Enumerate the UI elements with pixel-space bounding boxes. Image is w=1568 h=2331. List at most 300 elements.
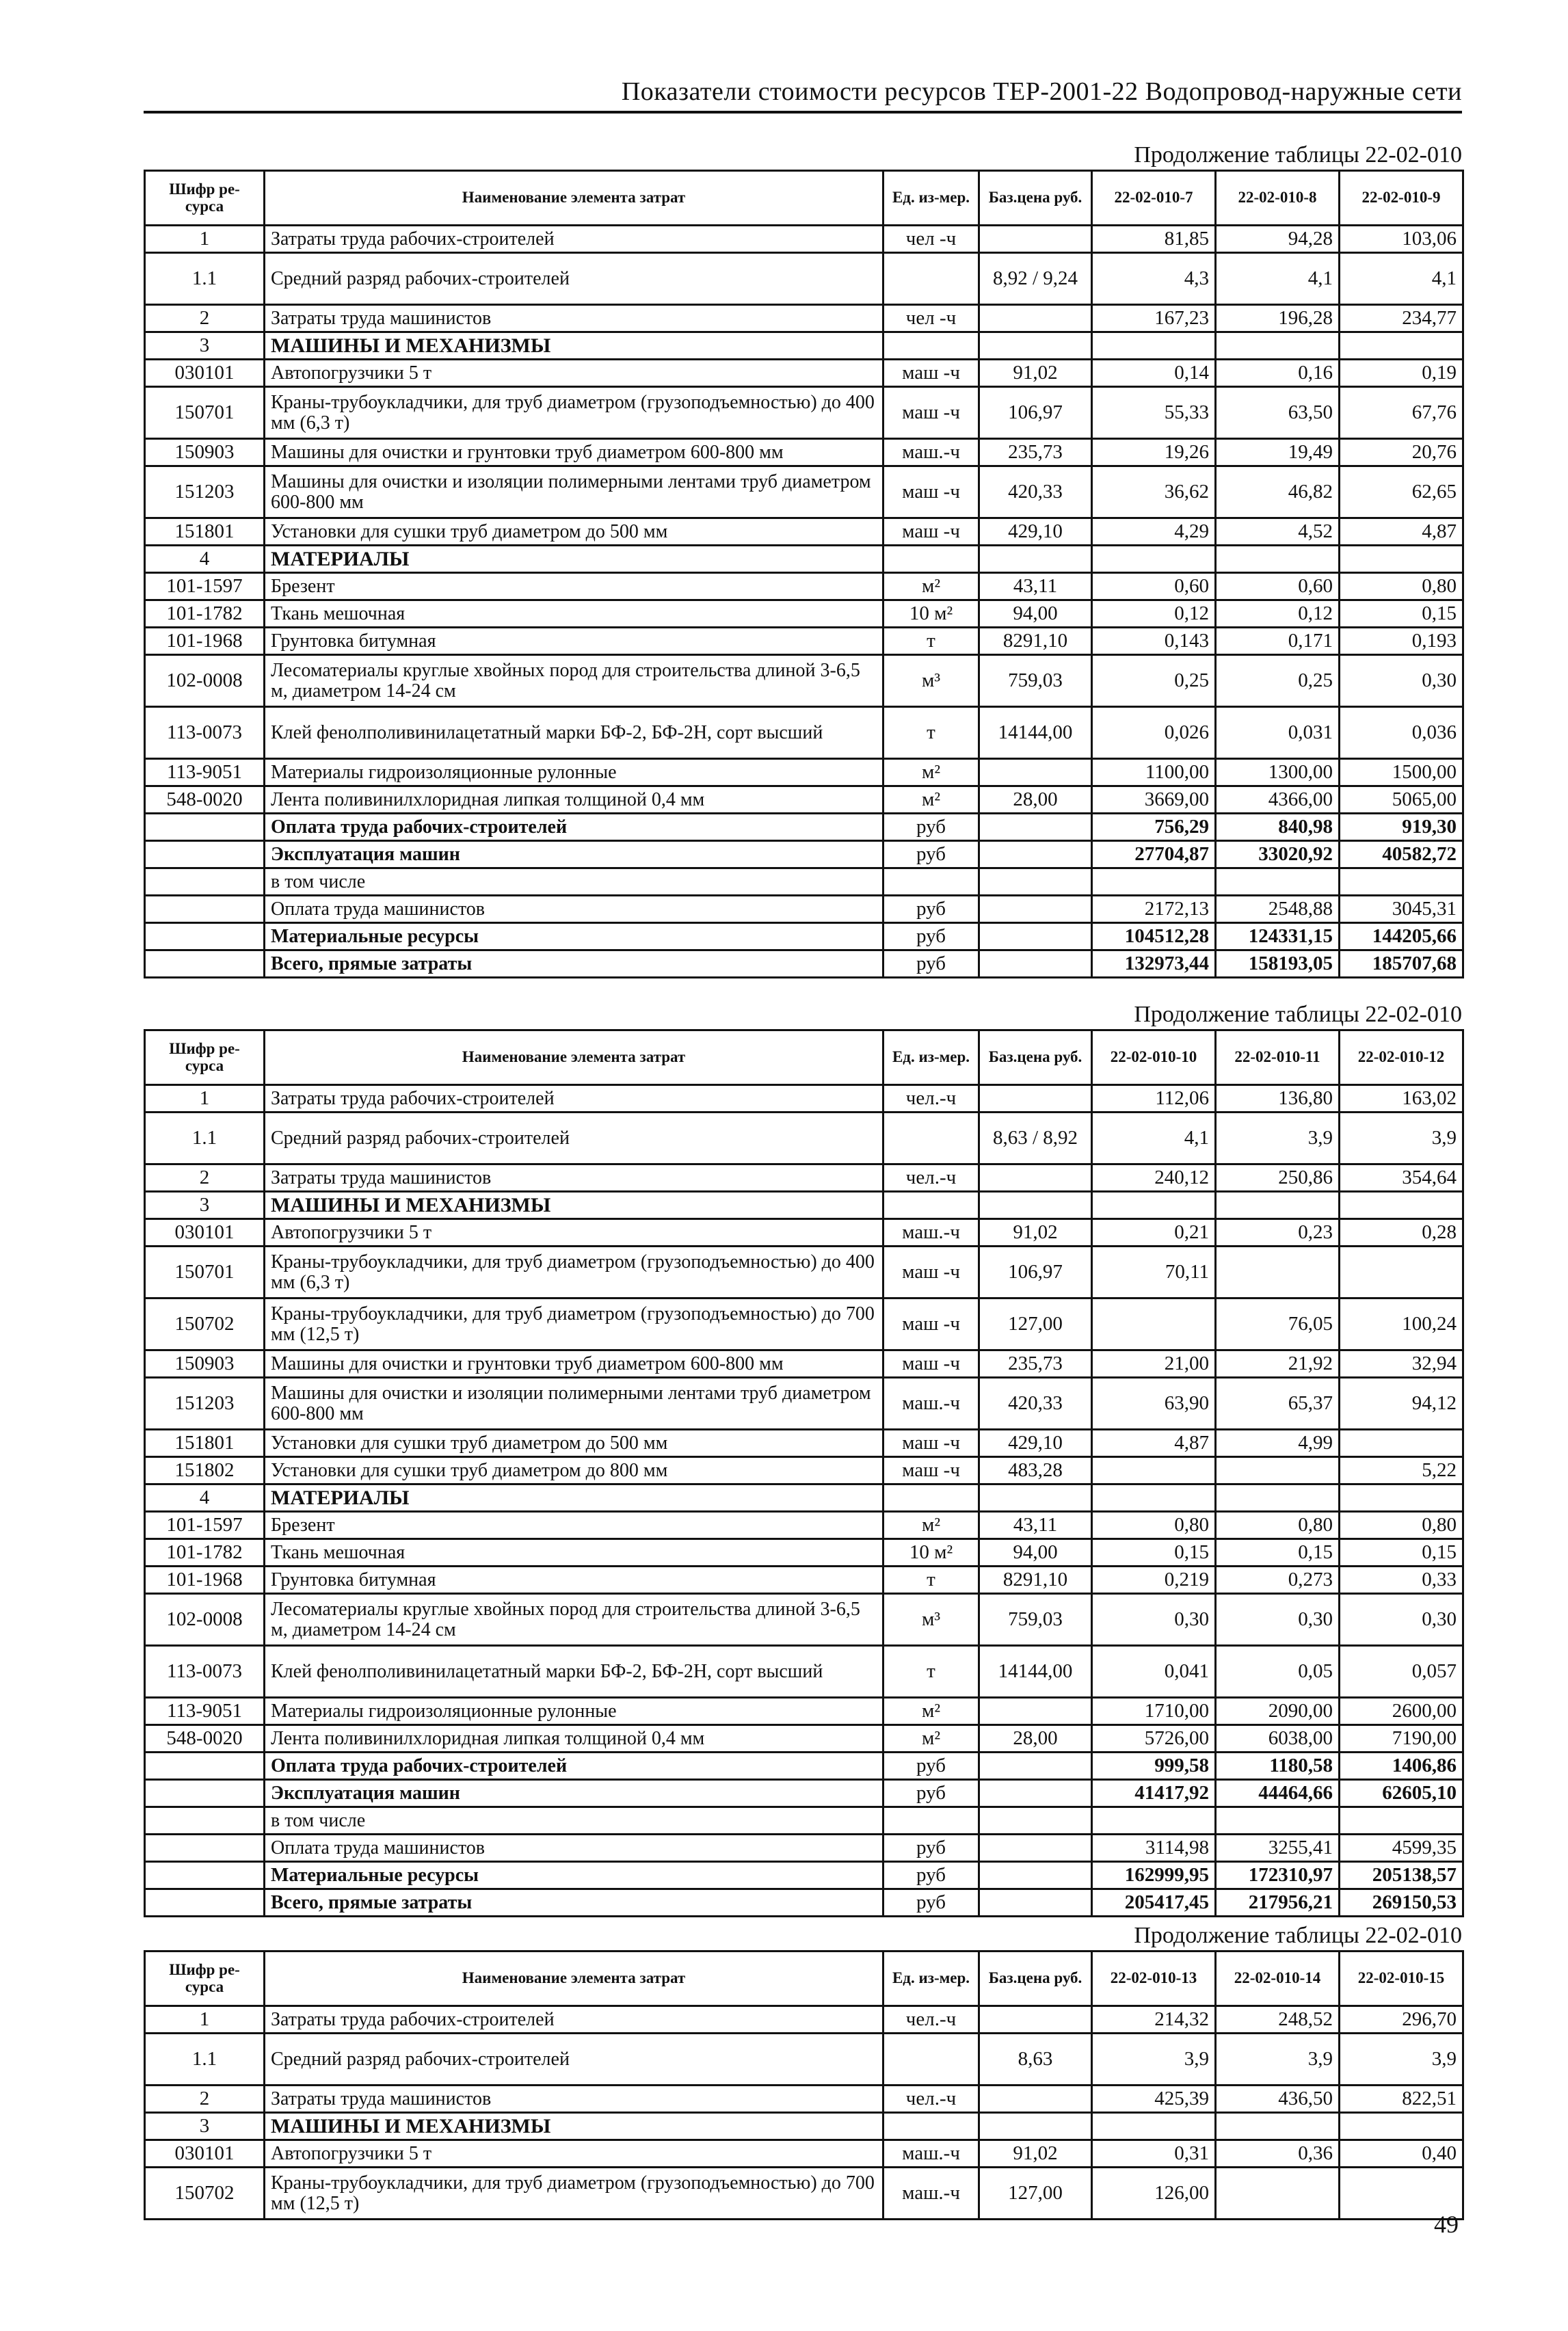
cost-element-name: Машины для очистки и изоляции полимерными лентами труб диаметром 600-800 мм [265, 1378, 883, 1430]
base-price: 127,00 [979, 1298, 1092, 1350]
cost-element-name: МАТЕРИАЛЫ [265, 546, 883, 573]
base-price [979, 1698, 1092, 1725]
norm-value-1: 0,60 [1092, 573, 1216, 600]
table-row [145, 2006, 1463, 2034]
base-price [979, 546, 1092, 573]
table-row [145, 1753, 1463, 1780]
resource-code: 3 [145, 1192, 265, 1219]
resource-code: 151801 [145, 1430, 265, 1457]
cost-element-name: Оплата труда машинистов [265, 896, 883, 923]
table-row [145, 2034, 1463, 2086]
table-row [145, 628, 1463, 655]
resource-code [145, 814, 265, 841]
column-header: Шифр ре-сурса [145, 171, 265, 226]
norm-value-2: 1180,58 [1216, 1753, 1340, 1780]
norm-value-3: 2600,00 [1340, 1698, 1463, 1725]
unit-of-measure [883, 2113, 979, 2140]
norm-value-3: 1406,86 [1340, 1753, 1463, 1780]
cost-element-name: Брезент [265, 573, 883, 600]
norm-value-3: 0,33 [1340, 1567, 1463, 1594]
resource-code: 030101 [145, 1219, 265, 1247]
unit-of-measure: руб [883, 896, 979, 923]
table-row [145, 518, 1463, 546]
base-price: 91,02 [979, 1219, 1092, 1247]
base-price [979, 305, 1092, 332]
norm-value-2: 94,28 [1216, 226, 1340, 253]
norm-value-1 [1092, 2113, 1216, 2140]
unit-of-measure [883, 1484, 979, 1512]
norm-value-3: 4,87 [1340, 518, 1463, 546]
header-row [145, 1030, 1463, 1085]
cost-table-3 [144, 1950, 1464, 2220]
norm-value-3: 40582,72 [1340, 841, 1463, 868]
norm-value-1: 0,30 [1092, 1594, 1216, 1646]
norm-value-3: 62605,10 [1340, 1780, 1463, 1807]
norm-value-3: 0,30 [1340, 1594, 1463, 1646]
resource-code: 101-1968 [145, 1567, 265, 1594]
base-price [979, 923, 1092, 950]
resource-code: 150903 [145, 1350, 265, 1378]
unit-of-measure: руб [883, 1835, 979, 1862]
cost-element-name: Установки для сушки труб диаметром до 800 мм [265, 1457, 883, 1484]
table-row [145, 1512, 1463, 1539]
norm-value-1: 36,62 [1092, 466, 1216, 518]
norm-value-3: 5065,00 [1340, 786, 1463, 814]
norm-value-1: 0,026 [1092, 707, 1216, 759]
norm-value-3: 0,057 [1340, 1646, 1463, 1698]
norm-value-3: 3,9 [1340, 1113, 1463, 1164]
norm-value-2: 4,1 [1216, 253, 1340, 305]
norm-value-1: 999,58 [1092, 1753, 1216, 1780]
norm-value-1: 167,23 [1092, 305, 1216, 332]
norm-value-1: 104512,28 [1092, 923, 1216, 950]
norm-value-2: 0,12 [1216, 600, 1340, 628]
cost-element-name: Материальные ресурсы [265, 923, 883, 950]
unit-of-measure: руб [883, 1780, 979, 1807]
norm-value-2: 65,37 [1216, 1378, 1340, 1430]
unit-of-measure: маш -ч [883, 360, 979, 387]
cost-element-name: Затраты труда машинистов [265, 305, 883, 332]
norm-value-1: 0,15 [1092, 1539, 1216, 1567]
norm-value-2: 158193,05 [1216, 950, 1340, 978]
unit-of-measure: чел.-ч [883, 1164, 979, 1192]
norm-value-1: 112,06 [1092, 1085, 1216, 1113]
norm-value-1: 5726,00 [1092, 1725, 1216, 1753]
unit-of-measure [883, 253, 979, 305]
unit-of-measure [883, 2034, 979, 2086]
cost-element-name: Автопогрузчики 5 т [265, 1219, 883, 1247]
cost-element-name: Затраты труда рабочих-строителей [265, 1085, 883, 1113]
table-row [145, 868, 1463, 896]
norm-value-3: 0,036 [1340, 707, 1463, 759]
resource-code: 101-1597 [145, 1512, 265, 1539]
base-price [979, 2113, 1092, 2140]
table-row [145, 1594, 1463, 1646]
cost-element-name: Машины для очистки и грунтовки труб диаметром 600-800 мм [265, 1350, 883, 1378]
norm-value-3: 163,02 [1340, 1085, 1463, 1113]
norm-value-2: 0,60 [1216, 573, 1340, 600]
norm-value-1: 19,26 [1092, 439, 1216, 466]
resource-code: 150701 [145, 387, 265, 439]
norm-value-1 [1092, 1484, 1216, 1512]
column-header: Ед. из-мер. [883, 1030, 979, 1085]
norm-value-1: 3,9 [1092, 2034, 1216, 2086]
norm-value-2: 19,49 [1216, 439, 1340, 466]
unit-of-measure: маш -ч [883, 466, 979, 518]
unit-of-measure: м³ [883, 1594, 979, 1646]
resource-code: 2 [145, 305, 265, 332]
column-header: Баз.цена руб. [979, 171, 1092, 226]
table-caption-2: Продолжение таблицы 22-02-010 [1134, 1002, 1462, 1027]
norm-value-1: 0,14 [1092, 360, 1216, 387]
base-price [979, 868, 1092, 896]
resource-code: 1.1 [145, 253, 265, 305]
norm-value-1 [1092, 546, 1216, 573]
norm-value-2 [1216, 546, 1340, 573]
cost-element-name: Машины для очистки и грунтовки труб диаметром 600-800 мм [265, 439, 883, 466]
table-row [145, 1539, 1463, 1567]
norm-value-2: 196,28 [1216, 305, 1340, 332]
norm-value-1: 214,32 [1092, 2006, 1216, 2034]
unit-of-measure: руб [883, 923, 979, 950]
table-row [145, 573, 1463, 600]
cost-element-name: Грунтовка битумная [265, 628, 883, 655]
norm-value-2: 6038,00 [1216, 1725, 1340, 1753]
norm-value-3: 919,30 [1340, 814, 1463, 841]
unit-of-measure: руб [883, 1862, 979, 1889]
norm-value-2: 4,52 [1216, 518, 1340, 546]
unit-of-measure: руб [883, 841, 979, 868]
resource-code: 101-1782 [145, 600, 265, 628]
norm-value-3: 94,12 [1340, 1378, 1463, 1430]
norm-value-2 [1216, 2168, 1340, 2220]
table-row [145, 1725, 1463, 1753]
base-price [979, 2006, 1092, 2034]
norm-value-1: 4,29 [1092, 518, 1216, 546]
resource-code: 2 [145, 1164, 265, 1192]
unit-of-measure [883, 546, 979, 573]
cost-element-name: Автопогрузчики 5 т [265, 360, 883, 387]
column-header: Ед. из-мер. [883, 1952, 979, 2006]
unit-of-measure: маш.-ч [883, 1378, 979, 1430]
norm-value-3 [1340, 1484, 1463, 1512]
norm-value-3: 144205,66 [1340, 923, 1463, 950]
norm-value-1: 81,85 [1092, 226, 1216, 253]
norm-value-2: 4,99 [1216, 1430, 1340, 1457]
norm-value-3: 0,40 [1340, 2140, 1463, 2168]
unit-of-measure [883, 332, 979, 360]
cost-element-name: МАТЕРИАЛЫ [265, 1484, 883, 1512]
resource-code [145, 1889, 265, 1917]
resource-code: 3 [145, 332, 265, 360]
cost-table-1 [144, 170, 1464, 978]
table-row [145, 226, 1463, 253]
base-price: 14144,00 [979, 1646, 1092, 1698]
base-price [979, 1753, 1092, 1780]
base-price [979, 1835, 1092, 1862]
cost-element-name: Лента поливинилхлоридная липкая толщиной 0,4 мм [265, 1725, 883, 1753]
norm-value-2: 840,98 [1216, 814, 1340, 841]
resource-code: 113-0073 [145, 1646, 265, 1698]
norm-value-2 [1216, 868, 1340, 896]
column-header: 22-02-010-7 [1092, 171, 1216, 226]
cost-element-name: Установки для сушки труб диаметром до 500 мм [265, 518, 883, 546]
column-header: Шифр ре-сурса [145, 1952, 265, 2006]
base-price: 8291,10 [979, 1567, 1092, 1594]
table-row [145, 305, 1463, 332]
norm-value-2: 436,50 [1216, 2086, 1340, 2113]
resource-code: 030101 [145, 2140, 265, 2168]
page-number: 49 [1434, 2211, 1459, 2238]
norm-value-3: 0,15 [1340, 600, 1463, 628]
norm-value-1: 0,219 [1092, 1567, 1216, 1594]
norm-value-3: 205138,57 [1340, 1862, 1463, 1889]
norm-value-1: 0,041 [1092, 1646, 1216, 1698]
norm-value-1: 4,1 [1092, 1113, 1216, 1164]
base-price [979, 1192, 1092, 1219]
norm-value-1 [1092, 1457, 1216, 1484]
cost-element-name: Затраты труда рабочих-строителей [265, 226, 883, 253]
table-row [145, 707, 1463, 759]
base-price: 8,63 [979, 2034, 1092, 2086]
column-header: Наименование элемента затрат [265, 1030, 883, 1085]
norm-value-1: 3114,98 [1092, 1835, 1216, 1862]
norm-value-1: 205417,45 [1092, 1889, 1216, 1917]
base-price [979, 1484, 1092, 1512]
base-price [979, 841, 1092, 868]
base-price: 235,73 [979, 439, 1092, 466]
unit-of-measure: м² [883, 1512, 979, 1539]
cost-element-name: в том числе [265, 868, 883, 896]
norm-value-2 [1216, 1807, 1340, 1835]
unit-of-measure: м² [883, 759, 979, 786]
norm-value-2: 21,92 [1216, 1350, 1340, 1378]
norm-value-2: 3255,41 [1216, 1835, 1340, 1862]
norm-value-3: 0,80 [1340, 573, 1463, 600]
table-row [145, 1298, 1463, 1350]
base-price [979, 332, 1092, 360]
table-row [145, 1698, 1463, 1725]
cost-element-name: Установки для сушки труб диаметром до 500 мм [265, 1430, 883, 1457]
table-row [145, 950, 1463, 978]
table-row [145, 759, 1463, 786]
table-row [145, 2086, 1463, 2113]
table-row [145, 466, 1463, 518]
cost-element-name: Материалы гидроизоляционные рулонные [265, 759, 883, 786]
norm-value-2: 46,82 [1216, 466, 1340, 518]
norm-value-2: 0,05 [1216, 1646, 1340, 1698]
base-price: 28,00 [979, 786, 1092, 814]
norm-value-2: 0,80 [1216, 1512, 1340, 1539]
cost-element-name: Материалы гидроизоляционные рулонные [265, 1698, 883, 1725]
norm-value-3: 4599,35 [1340, 1835, 1463, 1862]
column-header: Наименование элемента затрат [265, 171, 883, 226]
cost-element-name: Оплата труда рабочих-строителей [265, 814, 883, 841]
running-title: Показатели стоимости ресурсов ТЕР-2001-22 Водопровод-наружные сети [621, 77, 1462, 106]
cost-element-name: Краны-трубоукладчики, для труб диаметром (грузоподъемностью) до 400 мм (6,3 т) [265, 1247, 883, 1298]
resource-code: 548-0020 [145, 1725, 265, 1753]
table-row [145, 1807, 1463, 1835]
header-row [145, 171, 1463, 226]
cost-element-name: Всего, прямые затраты [265, 1889, 883, 1917]
unit-of-measure: маш.-ч [883, 2140, 979, 2168]
page-header [144, 67, 1462, 114]
unit-of-measure: маш.-ч [883, 2168, 979, 2220]
norm-value-2 [1216, 1457, 1340, 1484]
table-row [145, 1862, 1463, 1889]
norm-value-3: 1500,00 [1340, 759, 1463, 786]
unit-of-measure: маш -ч [883, 1247, 979, 1298]
norm-value-2: 250,86 [1216, 1164, 1340, 1192]
resource-code: 101-1597 [145, 573, 265, 600]
cost-element-name: Средний разряд рабочих-строителей [265, 1113, 883, 1164]
norm-value-3: 296,70 [1340, 2006, 1463, 2034]
table-row [145, 600, 1463, 628]
norm-value-3: 0,19 [1340, 360, 1463, 387]
base-price [979, 814, 1092, 841]
norm-value-1: 0,143 [1092, 628, 1216, 655]
unit-of-measure: руб [883, 950, 979, 978]
unit-of-measure: т [883, 1567, 979, 1594]
unit-of-measure: маш.-ч [883, 439, 979, 466]
norm-value-1: 21,00 [1092, 1350, 1216, 1378]
resource-code: 1 [145, 2006, 265, 2034]
base-price: 8291,10 [979, 628, 1092, 655]
norm-value-2: 44464,66 [1216, 1780, 1340, 1807]
cost-element-name: Лесоматериалы круглые хвойных пород для строительства длиной 3-6,5 м, диаметром 14-24 см [265, 655, 883, 707]
base-price [979, 759, 1092, 786]
norm-value-1: 126,00 [1092, 2168, 1216, 2220]
header-row [145, 1952, 1463, 2006]
norm-value-2: 0,15 [1216, 1539, 1340, 1567]
norm-value-1: 0,31 [1092, 2140, 1216, 2168]
cost-element-name: Затраты труда рабочих-строителей [265, 2006, 883, 2034]
cost-element-name: Лента поливинилхлоридная липкая толщиной 0,4 мм [265, 786, 883, 814]
base-price: 43,11 [979, 573, 1092, 600]
unit-of-measure: маш -ч [883, 387, 979, 439]
table-row [145, 332, 1463, 360]
norm-value-1 [1092, 1298, 1216, 1350]
resource-code: 4 [145, 1484, 265, 1512]
table-caption-3: Продолжение таблицы 22-02-010 [1134, 1923, 1462, 1948]
table-row [145, 253, 1463, 305]
cost-element-name: Автопогрузчики 5 т [265, 2140, 883, 2168]
base-price: 759,03 [979, 655, 1092, 707]
base-price: 8,92 / 9,24 [979, 253, 1092, 305]
cost-element-name: Лесоматериалы круглые хвойных пород для строительства длиной 3-6,5 м, диаметром 14-24 см [265, 1594, 883, 1646]
column-header: 22-02-010-8 [1216, 171, 1340, 226]
norm-value-2: 0,23 [1216, 1219, 1340, 1247]
base-price: 429,10 [979, 518, 1092, 546]
norm-value-2: 1300,00 [1216, 759, 1340, 786]
cost-element-name: Эксплуатация машин [265, 841, 883, 868]
norm-value-1: 70,11 [1092, 1247, 1216, 1298]
resource-code: 3 [145, 2113, 265, 2140]
table-row [145, 1247, 1463, 1298]
cost-element-name: Краны-трубоукладчики, для труб диаметром (грузоподъемностью) до 400 мм (6,3 т) [265, 387, 883, 439]
unit-of-measure: руб [883, 1753, 979, 1780]
norm-value-2: 3,9 [1216, 1113, 1340, 1164]
table-row [145, 546, 1463, 573]
unit-of-measure: м² [883, 786, 979, 814]
cost-element-name: Средний разряд рабочих-строителей [265, 2034, 883, 2086]
unit-of-measure: маш -ч [883, 1298, 979, 1350]
norm-value-3 [1340, 2113, 1463, 2140]
base-price: 127,00 [979, 2168, 1092, 2220]
cost-element-name: Оплата труда рабочих-строителей [265, 1753, 883, 1780]
unit-of-measure: т [883, 628, 979, 655]
resource-code: 101-1782 [145, 1539, 265, 1567]
unit-of-measure: т [883, 1646, 979, 1698]
base-price: 420,33 [979, 1378, 1092, 1430]
norm-value-2: 124331,15 [1216, 923, 1340, 950]
norm-value-2: 248,52 [1216, 2006, 1340, 2034]
norm-value-3: 5,22 [1340, 1457, 1463, 1484]
table-row [145, 1113, 1463, 1164]
resource-code: 150701 [145, 1247, 265, 1298]
resource-code: 101-1968 [145, 628, 265, 655]
base-price: 8,63 / 8,92 [979, 1113, 1092, 1164]
resource-code: 548-0020 [145, 786, 265, 814]
norm-value-1 [1092, 868, 1216, 896]
norm-value-2: 217956,21 [1216, 1889, 1340, 1917]
column-header: 22-02-010-13 [1092, 1952, 1216, 2006]
resource-code: 113-0073 [145, 707, 265, 759]
norm-value-1: 4,3 [1092, 253, 1216, 305]
resource-code: 151203 [145, 466, 265, 518]
cost-element-name: Оплата труда машинистов [265, 1835, 883, 1862]
unit-of-measure: руб [883, 814, 979, 841]
table-row [145, 841, 1463, 868]
resource-code: 150903 [145, 439, 265, 466]
base-price [979, 896, 1092, 923]
norm-value-3: 234,77 [1340, 305, 1463, 332]
norm-value-2: 0,16 [1216, 360, 1340, 387]
norm-value-1: 0,21 [1092, 1219, 1216, 1247]
norm-value-2: 0,171 [1216, 628, 1340, 655]
cost-table-2 [144, 1029, 1464, 1917]
cost-element-name: Клей фенолполивинилацетатный марки БФ-2, БФ-2Н, сорт высший [265, 707, 883, 759]
cost-element-name: Ткань мешочная [265, 1539, 883, 1567]
resource-code: 151801 [145, 518, 265, 546]
norm-value-1: 4,87 [1092, 1430, 1216, 1457]
norm-value-2 [1216, 1484, 1340, 1512]
column-header: 22-02-010-11 [1216, 1030, 1340, 1085]
norm-value-3: 0,30 [1340, 655, 1463, 707]
base-price: 43,11 [979, 1512, 1092, 1539]
table-caption-1: Продолжение таблицы 22-02-010 [1134, 142, 1462, 168]
unit-of-measure: чел.-ч [883, 2006, 979, 2034]
table-row [145, 1164, 1463, 1192]
base-price [979, 226, 1092, 253]
base-price: 91,02 [979, 360, 1092, 387]
norm-value-3 [1340, 1192, 1463, 1219]
cost-element-name: Эксплуатация машин [265, 1780, 883, 1807]
resource-code: 102-0008 [145, 1594, 265, 1646]
norm-value-1: 55,33 [1092, 387, 1216, 439]
norm-value-3 [1340, 1807, 1463, 1835]
table-row [145, 814, 1463, 841]
norm-value-3: 100,24 [1340, 1298, 1463, 1350]
resource-code [145, 1862, 265, 1889]
table-row [145, 896, 1463, 923]
norm-value-3: 822,51 [1340, 2086, 1463, 2113]
norm-value-1 [1092, 332, 1216, 360]
base-price: 420,33 [979, 466, 1092, 518]
norm-value-2: 2548,88 [1216, 896, 1340, 923]
norm-value-2: 76,05 [1216, 1298, 1340, 1350]
base-price: 94,00 [979, 600, 1092, 628]
